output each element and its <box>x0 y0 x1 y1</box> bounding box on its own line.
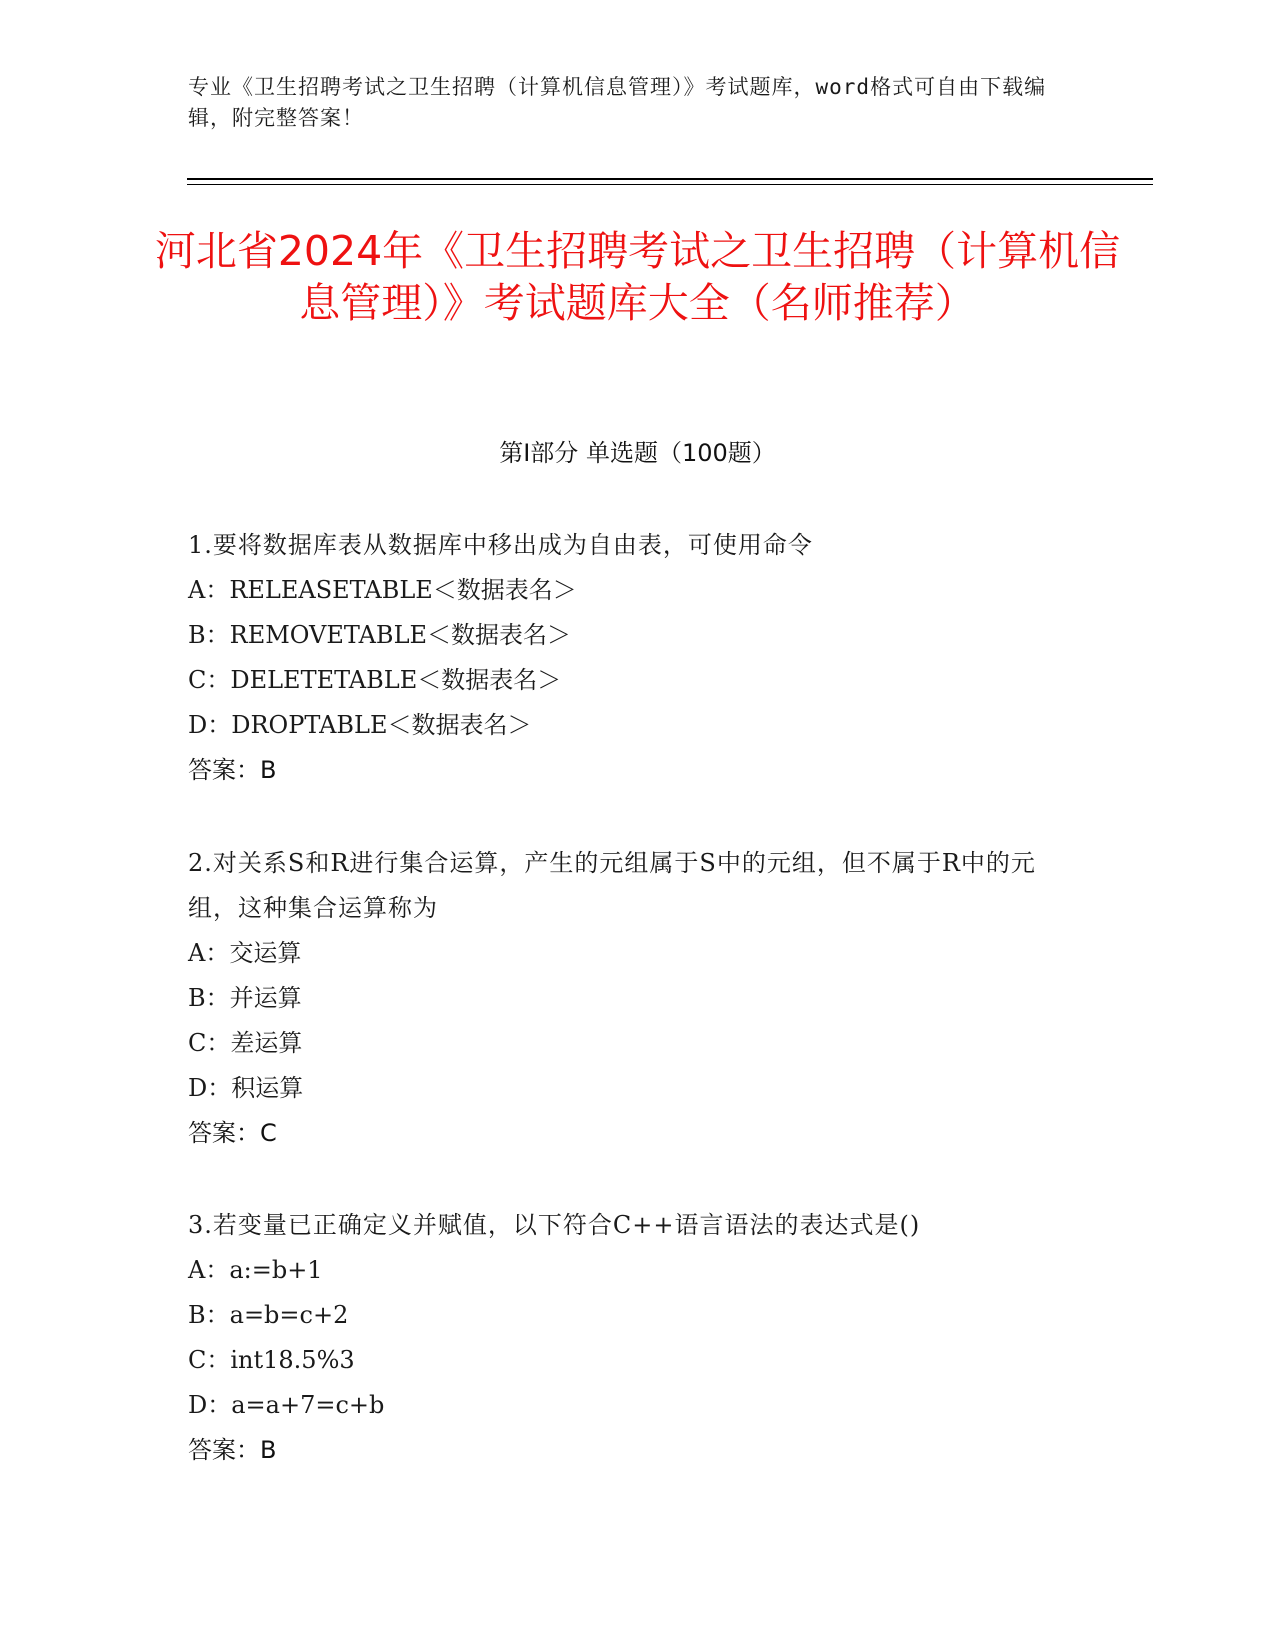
option-d: D：a=a+7=c+b <box>188 1391 385 1419</box>
option-d: D：DROPTABLE＜数据表名＞ <box>188 711 532 739</box>
answer-line: 答案：B <box>188 756 277 784</box>
question-block <box>188 1203 1068 1473</box>
header-divider-thin <box>187 184 1153 185</box>
question-block <box>188 841 1068 1156</box>
answer-line: 答案：C <box>188 1119 277 1147</box>
option-b: B：并运算 <box>188 984 302 1012</box>
option-c: C：差运算 <box>188 1029 303 1057</box>
question-stem: 2.对关系S和R进行集合运算，产生的元组属于S中的元组，但不属于R中的元组，这种集合运算称为 <box>188 849 1036 922</box>
option-a: A：交运算 <box>188 939 302 967</box>
option-b: B：a=b=c+2 <box>188 1301 349 1329</box>
intro-text: 专业《卫生招聘考试之卫生招聘（计算机信息管理）》考试题库，word格式可自由下载编辑，附完整答案！ <box>188 75 1047 130</box>
section-heading: 第I部分 单选题（100题） <box>499 439 776 467</box>
answer-line: 答案：B <box>188 1436 277 1464</box>
option-c: C：int18.5%3 <box>188 1346 355 1374</box>
option-a: A：RELEASETABLE＜数据表名＞ <box>188 576 577 604</box>
option-b: B：REMOVETABLE＜数据表名＞ <box>188 621 572 649</box>
option-a: A：a:=b+1 <box>188 1256 323 1284</box>
question-stem: 3.若变量已正确定义并赋值，以下符合C++语言语法的表达式是() <box>188 1211 921 1239</box>
option-d: D：积运算 <box>188 1074 304 1102</box>
option-c: C：DELETETABLE＜数据表名＞ <box>188 666 562 694</box>
question-block <box>188 523 1068 793</box>
document-title: 河北省2024年《卫生招聘考试之卫生招聘（计算机信息管理）》考试题库大全（名师推荐） <box>154 227 1121 327</box>
question-stem: 1.要将数据库表从数据库中移出成为自由表，可使用命令 <box>188 531 813 559</box>
header-divider-thick <box>187 178 1153 180</box>
